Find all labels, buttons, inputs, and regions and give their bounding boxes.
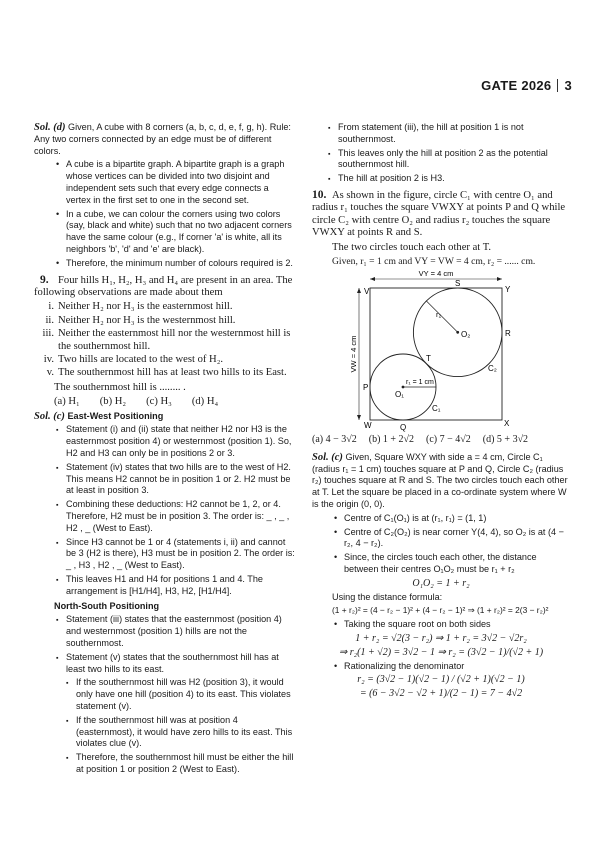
question-stem-2: The two circles touch each other at T.	[332, 241, 492, 253]
section-heading: East-West Positioning	[67, 410, 164, 421]
top-dimension-label: VY = 4 cm	[418, 270, 454, 279]
solution-continued	[312, 122, 570, 185]
arrow-up-icon	[357, 288, 361, 293]
observation-item: iii. Neither the easternmost hill nor the westernmost hill is the southernmost hill.	[42, 328, 291, 352]
bullet-item: • Rationalizing the denominator	[332, 661, 570, 673]
solution-label: Sol. (c)	[312, 451, 343, 463]
label-c2: C₂	[488, 364, 497, 374]
solution-d	[34, 122, 296, 270]
solution-intro: Given, Square WXY with side a = 4 cm, Circle C₁ (radius r₁ = 1 cm) touches square at P and Q, Circle C₂ (radius r₂) touches square at R and S. The two circles touch each other at T. Let the square be placed in a co-ordinate system where W is the origin (0, 0).	[312, 451, 568, 510]
bullet-item: ▪ Statement (iii) states that the easternmost (position 4) and westernmost (position 1) hills are not the southernmost.	[54, 614, 296, 649]
label-w: W	[364, 421, 372, 431]
question-stem: Four hills H₁, H₂, H₃ and H₄ are present in an area. The following observations are made about them	[34, 274, 293, 298]
centre-o2	[456, 331, 459, 334]
question-given: Given, r₁ = 1 cm and VY = VW = 4 cm, r₂ = ...... cm.	[332, 256, 536, 268]
section-heading: North-South Positioning	[54, 600, 160, 611]
bullet-item: • Taking the square root on both sides	[332, 619, 570, 631]
arrow-left-icon	[370, 277, 375, 281]
bullet-item: ▪ The hill at position 2 is H3.	[326, 173, 570, 185]
question-number: 10.	[312, 188, 327, 201]
observation-item: iv. Two hills are located to the west of H₂.	[43, 354, 224, 365]
solution-intro: Given, A cube with 8 corners (a, b, c, d, e, f, g, h). Rule: Any two corners connected by an edge must be of different colors.	[34, 122, 291, 156]
bullet-item: ▪ Combining these deductions: H2 cannot be 1, 2, or 4. Therefore, H2 must be in position 3. The order is: _ , _ , H2 , _ (West to East).	[54, 499, 296, 534]
bullet-item: • A cube is a bipartite graph. A bipartite graph is a graph whose vertices can be divided into two disjoint and independent sets such that every edge connects a vertex in the first set to one in the second set.	[54, 159, 296, 206]
continued-bullets	[312, 122, 570, 185]
solution-label: Sol. (c)	[34, 410, 65, 422]
option-a: (a) H₁	[54, 396, 80, 408]
solution-bullets-2	[312, 619, 570, 631]
label-x: X	[504, 419, 510, 429]
bullet-item: ▪ Statement (iv) states that two hills are to the west of H2. This means H2 cannot be in position 1 or 2. H2 must be at least in position 3.	[54, 462, 296, 497]
arrow-right-icon	[497, 277, 502, 281]
label-s: S	[455, 279, 461, 289]
centre-o1	[402, 386, 405, 389]
question-9	[34, 274, 296, 409]
bullet-item: ▪ Therefore, the southernmost hill must be either the hill at position 1 or position 2 (West to East).	[64, 752, 296, 776]
label-v: V	[364, 287, 370, 297]
label-o1: O₁	[395, 390, 404, 400]
solution-c-q9	[34, 411, 296, 776]
option-c: (c) 7 − 4√2	[426, 434, 471, 446]
question-10	[312, 189, 570, 268]
geometry-figure	[312, 270, 570, 432]
bullet-item: • Since, the circles touch each other, the distance between their centres O₁O₂ must be r₁ + r₂	[332, 552, 570, 576]
bullet-item: ▪ If the southernmost hill was H2 (position 3), it would only have one hill (position 4) to its east. This violates statement (v).	[64, 677, 296, 712]
bullet-item: ▪ Since H3 cannot be 1 or 4 (statements i, ii) and cannot be 3 (H2 is there), H3 must be in position 2. The order is: _ , H3 , H2 , _ (West to East).	[54, 537, 296, 572]
equation: ⇒ r₂(1 + √2) = 3√2 − 1 ⇒ r₂ = (3√2 − 1)/(√2 + 1)	[338, 646, 544, 658]
options	[34, 396, 296, 408]
option-b: (b) H₂	[99, 396, 127, 408]
equation: O₁O₂ = 1 + r₂	[412, 577, 470, 589]
option-b: (b) 1 + 2√2	[368, 434, 415, 446]
bullet-item: ▪ This leaves H1 and H4 for positions 1 and 4. The arrangement is [H1/H4], H3, H2, [H1/H4].	[54, 574, 296, 598]
label-y: Y	[505, 285, 511, 295]
label-r2: r₂	[436, 310, 442, 320]
question-ask: The southernmost hill is ........ .	[54, 381, 186, 393]
solution-label: Sol. (d)	[34, 122, 66, 133]
bullet-item: • Centre of C₁(O₁) is at (r₁, r₁) = (1, 1)	[332, 513, 570, 525]
equation: = (6 − 3√2 − √2 + 1)/(2 − 1) = 7 − 4√2	[359, 688, 523, 700]
bullet-item: ▪ From statement (iii), the hill at position 1 is not southernmost.	[326, 122, 570, 146]
header-divider	[557, 79, 558, 92]
label-q: Q	[400, 423, 407, 433]
equation: (1 + r₂)² = (4 − r₂ − 1)² + (4 − r₂ − 1)² ⇒ (1 + r₂)² = 2(3 − r₂)²	[332, 605, 549, 616]
label-o2: O₂	[461, 330, 471, 340]
label-r1: r₁ = 1 cm	[406, 379, 434, 387]
bullet-item: ▪ Statement (i) and (ii) state that neither H2 nor H3 is the easternmost position 4) or westernmost (position 1). So, H2 and H3 can only be in positions 2 or 3.	[54, 424, 296, 459]
distance-formula-label: Using the distance formula:	[332, 591, 443, 602]
right-column	[312, 120, 570, 702]
label-t: T	[426, 354, 431, 364]
header-title: GATE 2026	[481, 78, 552, 93]
solution-bullets-3	[312, 661, 570, 673]
left-column	[34, 120, 296, 778]
option-c: (c) H₃	[146, 396, 172, 408]
radius-r2	[426, 301, 457, 332]
arrow-down-icon	[357, 415, 361, 420]
label-p: P	[363, 383, 369, 393]
observation-item: i. Neither H₂ nor H₃ is the easternmost hill.	[48, 301, 233, 313]
bullet-item: • In a cube, we can colour the corners using two colors (say, black and white) such that no two adjacent corners have the same colour (e.g., If corner 'a' is white, all its neighbors 'b', 'd' and 'e' are black).	[54, 209, 296, 256]
bullet-item: ▪ This leaves only the hill at position 2 as the potential southernmost hill.	[326, 148, 570, 172]
observation-item: ii. Neither H₂ nor H₃ is the westernmost hill.	[45, 314, 236, 326]
ns-bullets	[34, 614, 296, 675]
question-stem: As shown in the figure, circle C₁ with centre O₁ and radius r₁ touches the square VWXY at points P and Q while circle C₂ with centre O₂ and radius r₂ touches the square VWXY at points R and S.	[312, 189, 566, 239]
page-number: 3	[564, 78, 572, 93]
solution-c-q10	[312, 452, 570, 700]
solution-bullets	[312, 513, 570, 576]
side-dimension-label: VW = 4 cm	[349, 335, 358, 373]
equation: 1 + r₂ = √2(3 − r₂) ⇒ 1 + r₂ = 3√2 − √2r₂	[355, 632, 527, 644]
equation: r₂ = (3√2 − 1)(√2 − 1) / (√2 + 1)(√2 − 1)	[357, 674, 525, 686]
page-header	[481, 78, 572, 93]
options	[312, 434, 570, 446]
option-d: (d) H₄	[191, 396, 219, 408]
question-number: 9.	[40, 273, 49, 286]
label-c1: C₁	[432, 404, 441, 414]
label-r: R	[505, 329, 511, 339]
observation-item: v. The southernmost hill has at least two hills to its East.	[46, 367, 287, 379]
bullet-item: ▪ If the southernmost hill was at position 4 (easternmost), it would have zero hills to its east. This violates clue (v).	[64, 715, 296, 750]
option-d: (d) 5 + 3√2	[482, 434, 529, 446]
bullet-item: • Centre of C₂(O₂) is near corner Y(4, 4), so O₂ is at (4 − r₂, 4 − r₂).	[332, 527, 570, 551]
observation-list	[34, 301, 296, 379]
bullet-item: ▪ Statement (v) states that the southernmost hill has at least two hills to its east.	[54, 652, 296, 676]
ns-sub-bullets	[34, 677, 296, 775]
solution-bullets	[34, 159, 296, 269]
bullet-item: • Therefore, the minimum number of colours required is 2.	[54, 258, 296, 270]
option-a: (a) 4 − 3√2	[312, 434, 357, 446]
ew-bullets	[34, 424, 296, 597]
square-vwxy	[370, 288, 502, 420]
